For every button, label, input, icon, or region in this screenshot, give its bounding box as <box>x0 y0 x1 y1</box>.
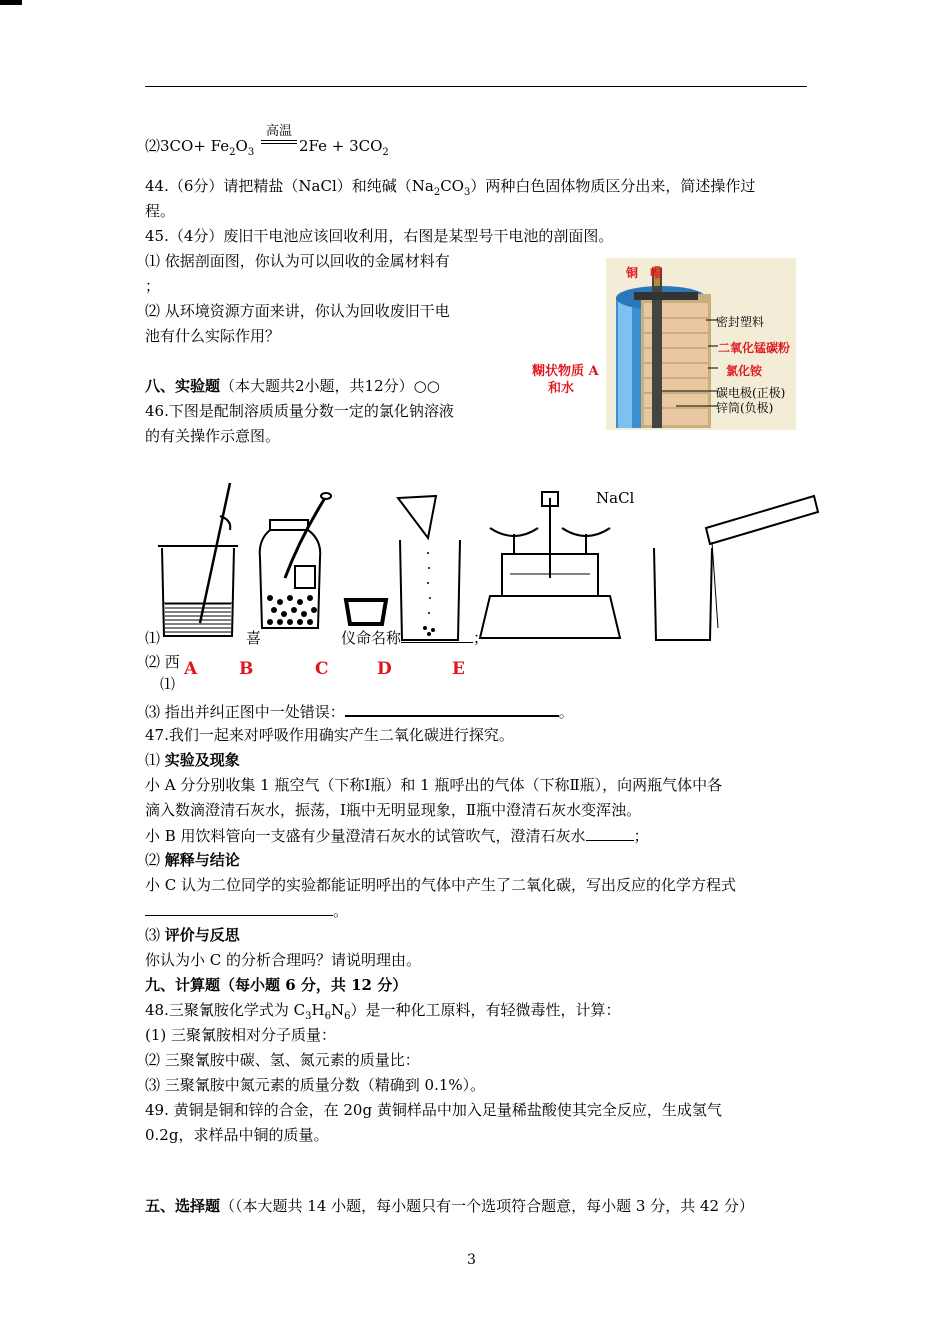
header-rule <box>145 86 807 87</box>
q45-p2a: ⑵ 从环境资源方面来讲，你认为回收废旧干电 <box>145 302 450 320</box>
battery-label-seal: 密封塑料 <box>716 315 765 329</box>
balance-e <box>480 492 620 638</box>
q49-line2: 0.2g，求样品中铜的质量。 <box>145 1126 329 1144</box>
q45-p1b: ； <box>145 277 161 295</box>
battery-label-nh4cl: 氯化铵 <box>726 364 763 378</box>
figure-label-c: C <box>315 659 329 679</box>
q44-line2: 程。 <box>145 202 176 220</box>
battery-label-zinc: 锌筒(负极) <box>716 401 774 415</box>
q46-line1: 46.下图是配制溶质质量分数一定的氯化钠溶液 <box>145 402 454 420</box>
q45-p1a: ⑴ 依据剖面图，你认为可以回收的金属材料有 <box>145 252 450 270</box>
beaker-pour <box>654 496 818 640</box>
nacl-label: NaCl <box>596 489 635 507</box>
q48-line1: 48.三聚氰胺化学式为 $C_3H_6N_6$）是一种化工原料，有轻微毒性，计算： <box>145 1001 621 1022</box>
q47-text4: 小 C 认为二位同学的实验都能证明呼出的气体中产生了二氧化碳，写出反应的化学方程式 <box>145 876 737 894</box>
figure-label-b: B <box>239 659 254 679</box>
figure-label-d: D <box>377 659 392 679</box>
corner-mark <box>0 0 22 5</box>
q47-text6: 你认为小 C 的分析合理吗？请说明理由。 <box>145 951 422 969</box>
dish-c <box>346 600 386 624</box>
battery-label-mno2: 二氧化锰碳粉 <box>718 341 791 355</box>
equation-2: ⑵3CO+ $Fe_2O_3$ 高温 $2Fe + 3CO_2$ <box>145 124 389 158</box>
battery-label-water: 和水 <box>548 381 575 396</box>
q47-heading3: ⑶ 评价与反思 <box>145 926 240 944</box>
section-5-heading: 五、选择题（（本大题共 14 小题，每小题只有一个选项符合题意，每小题 3 分，共 42 分） <box>145 1197 754 1215</box>
figure-label-e: E <box>452 659 465 679</box>
page-number: 3 <box>467 1252 476 1268</box>
battery-label-paste: 糊状物质 A <box>532 364 599 379</box>
q44-line1: 44.（6分）请把精盐（NaCl）和纯碱$(Na_2CO_3)$两种白色固体物质区分出来，简述操作过 <box>145 177 756 198</box>
q48-p1: (1) 三聚氰胺相对分子质量： <box>145 1026 337 1044</box>
section-9-heading: 九、计算题（每小题 6 分，共 12 分） <box>145 976 408 994</box>
q46-p3: ⑶ 指出并纠正图中一处错误： 。 <box>145 700 810 722</box>
q46-p2-sub: ⑴ <box>160 675 176 693</box>
q48-p3: ⑶ 三聚氰胺中氮元素的质量分数（精确到 0.1%）。 <box>145 1076 486 1094</box>
q47-heading1: ⑴ 实验及现象 <box>145 751 240 769</box>
q47-heading2: ⑵ 解释与结论 <box>145 851 240 869</box>
section-8-heading: 八、实验题（本大题共2小题，共12分）○○ <box>145 377 440 395</box>
q47-line1: 47.我们一起来对呼吸作用确实产生二氧化碳进行探究。 <box>145 726 514 744</box>
q46-line2: 的有关操作示意图。 <box>145 427 281 445</box>
apparatus-figure <box>150 478 820 648</box>
figure-label-a: A <box>184 659 198 679</box>
battery-label-top: 铜 帽 <box>626 266 663 280</box>
q48-p2: ⑵ 三聚氰胺中碳、氢、氮元素的质量比： <box>145 1051 420 1069</box>
q47-text2: 滴入数滴澄清石灰水，振荡，Ⅰ瓶中无明显现象，Ⅱ瓶中澄清石灰水变浑浊。 <box>145 801 642 819</box>
q45-p2b: 池有什么实际作用？ <box>145 327 281 345</box>
q47-text1: 小 A 分分别收集 1 瓶空气（下称Ⅰ瓶）和 1 瓶呼出的气体（下称Ⅱ瓶），向两瓶气体中各 <box>145 776 723 794</box>
q47-text5: 。 <box>145 900 810 921</box>
q49-line1: 49. 黄铜是铜和锌的合金，在 20g 黄铜样品中加入足量稀盐酸使其完全反应，生成氢气 <box>145 1101 722 1119</box>
q47-text3: 小 B 用饮料管向一支盛有少量澄清石灰水的试管吹气，澄清石灰水 ； <box>145 827 649 845</box>
reaction-condition: 高温 <box>259 136 299 156</box>
battery-label-carbon: 碳电极(正极) <box>716 386 786 400</box>
q45-line1: 45.（4分）废旧干电池应该回收利用，右图是某型号干电池的剖面图。 <box>145 227 614 245</box>
q46-p2: ⑵ 西 <box>145 653 180 671</box>
q46-p1: ⑴ 喜 仪命名称 ； <box>145 629 489 647</box>
